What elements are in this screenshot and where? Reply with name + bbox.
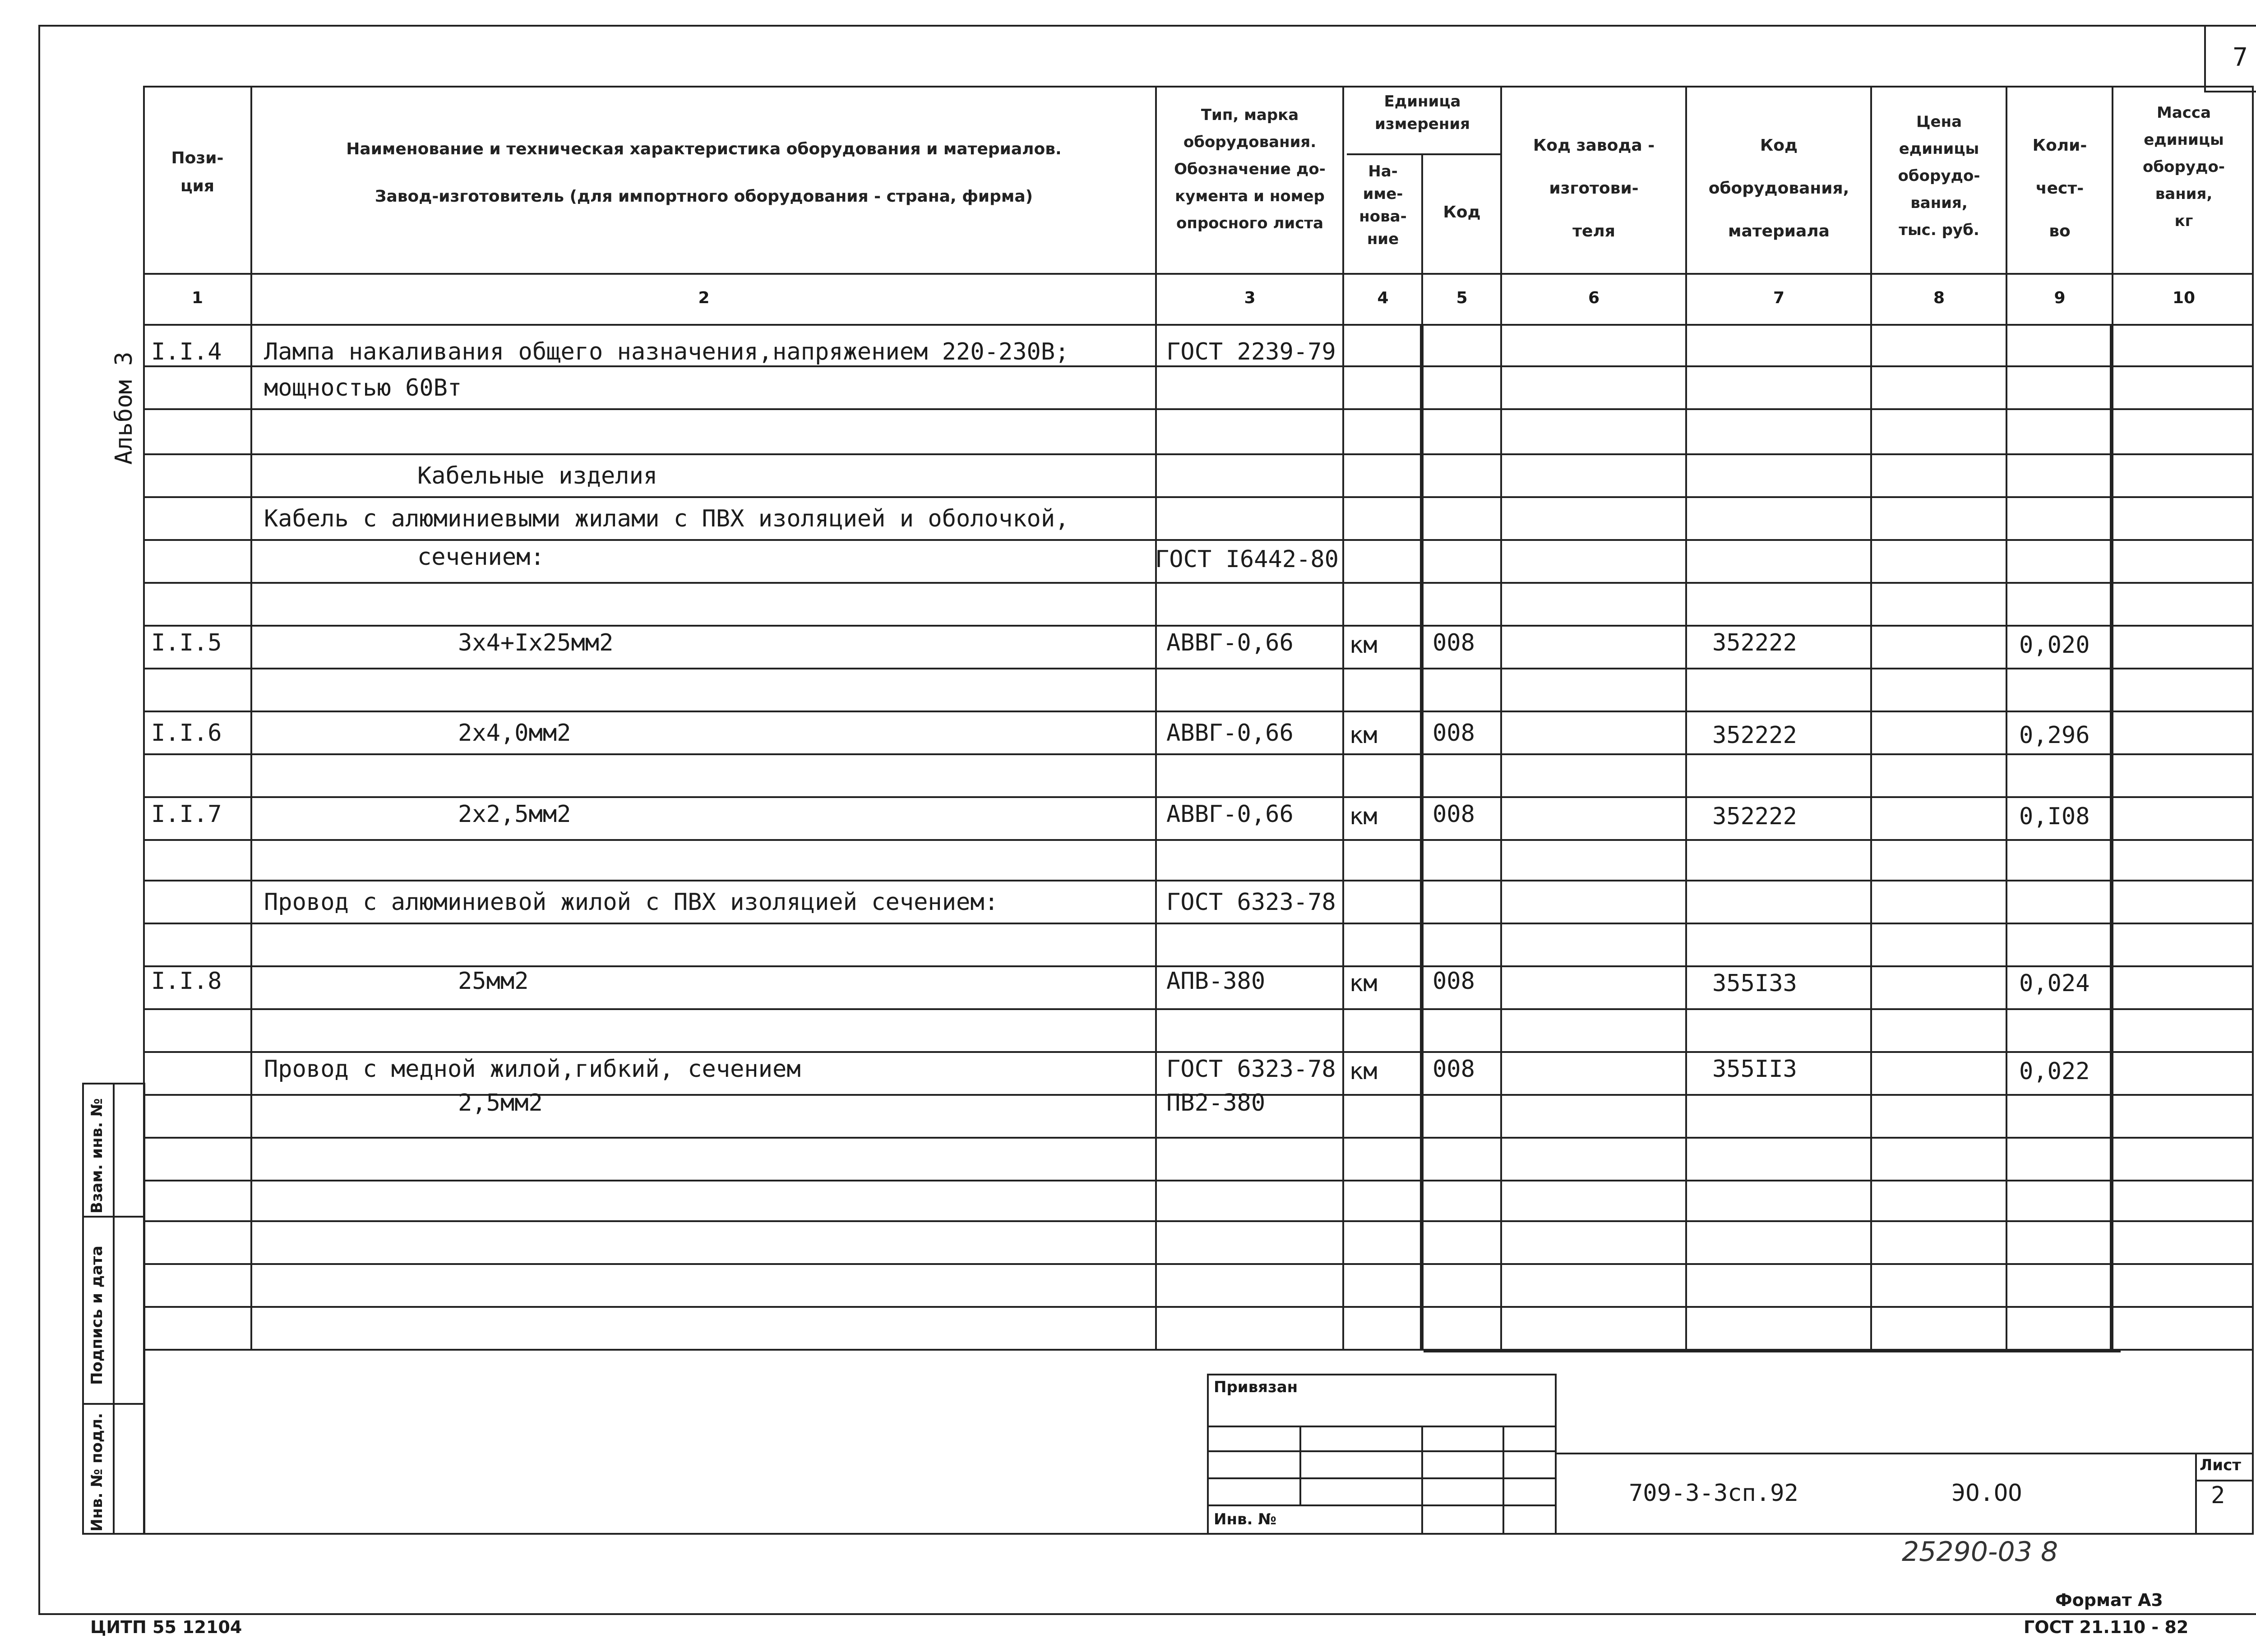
inventory-number-label: Инв. №	[1214, 1510, 1277, 1528]
sheet-number: 2	[2211, 1482, 2225, 1509]
cell-quantity: 0,022	[2019, 1058, 2090, 1085]
sheet-label: Лист	[2200, 1456, 2241, 1474]
column-number-10: 10	[2172, 289, 2196, 307]
cell-quantity: 0,I08	[2019, 803, 2090, 830]
cell-position: I.I.5	[151, 629, 222, 656]
column-number-1: 1	[191, 289, 203, 307]
header-name-line1: Наименование и техническая характеристика оборудования и материалов.	[346, 140, 1062, 158]
cell-unit: км	[1349, 632, 1378, 659]
column-number-7: 7	[1773, 289, 1785, 307]
cell-unit-code: 008	[1433, 720, 1475, 747]
header-unit-group: Единица измерения	[1375, 92, 1470, 133]
album-label: Альбом 3	[111, 351, 138, 465]
header-equipment-code: Код оборудования, материала	[1708, 136, 1849, 240]
cell-type: ГОСТ 6323-78	[1166, 889, 1336, 916]
cell-name: 25мм2	[458, 968, 529, 995]
cell-type: АВВГ-0,66	[1166, 801, 1294, 828]
header-quantity: Коли- чест- во	[2032, 136, 2087, 240]
column-number-3: 3	[1244, 289, 1256, 307]
stamp-signature-date: Подпись и дата	[88, 1246, 106, 1385]
header-unit-name: На- име- нова- ние	[1359, 162, 1407, 248]
page-number: 7	[2233, 43, 2248, 72]
header-name-line2: Завод-изготовитель (для импортного оборудования - страна, фирма)	[374, 187, 1033, 206]
cell-position: I.I.6	[151, 720, 222, 747]
cell-type: АВВГ-0,66	[1166, 629, 1294, 656]
cell-unit: км	[1349, 722, 1378, 749]
cell-equipment-code: 352222	[1712, 803, 1797, 830]
cell-type: АПВ-380	[1166, 968, 1266, 995]
document-code: 709-3-3сп.92	[1629, 1480, 1798, 1507]
bound-to-label: Привязан	[1214, 1378, 1298, 1396]
section-code: ЭО.ОО	[1951, 1480, 2022, 1507]
footer-format: Формат А3	[2055, 1590, 2163, 1610]
column-number-8: 8	[1933, 289, 1945, 307]
cell-position: I.I.7	[151, 801, 222, 828]
cell-name: Лампа накаливания общего назначения,напряжением 220-230В;	[264, 338, 1069, 365]
cell-quantity: 0,296	[2019, 722, 2090, 749]
cell-type: ПВ2-380	[1166, 1089, 1266, 1117]
column-number-6: 6	[1588, 289, 1600, 307]
footer-left-code: ЦИТП 55 12104	[90, 1617, 242, 1637]
cell-quantity: 0,024	[2019, 970, 2090, 997]
header-type: Тип, марка оборудования. Обозначение до- кумента и номер опросного листа	[1174, 106, 1326, 232]
cell-unit-code: 008	[1433, 801, 1475, 828]
cell-unit-code: 008	[1433, 629, 1475, 656]
cell-unit-code: 008	[1433, 1056, 1475, 1083]
column-number-4: 4	[1377, 289, 1389, 307]
stamp-original-inv: Инв. № подл.	[88, 1412, 106, 1532]
header-unit-code: Код	[1443, 203, 1481, 221]
cell-name: 2х4,0мм2	[458, 720, 571, 747]
header-mass: Масса единицы оборудо- вания, кг	[2143, 104, 2225, 230]
cell-name: мощностью 60Вт	[264, 374, 462, 401]
cell-type: ГОСТ 6323-78	[1166, 1056, 1336, 1083]
cell-name: Провод с алюминиевой жилой с ПВХ изоляцией сечением:	[264, 889, 999, 916]
header-price: Цена единицы оборудо- вания, тыс. руб.	[1898, 113, 1980, 239]
cell-unit: км	[1349, 970, 1378, 997]
cell-equipment-code: 355I33	[1712, 970, 1797, 997]
cell-name: Кабель с алюминиевыми жилами с ПВХ изоляцией и оболочкой,	[264, 505, 1069, 532]
cell-quantity: 0,020	[2019, 632, 2090, 659]
cell-name: 2,5мм2	[458, 1089, 543, 1117]
cell-type: АВВГ-0,66	[1166, 720, 1294, 747]
cell-position: I.I.4	[151, 338, 222, 365]
cell-position: I.I.8	[151, 968, 222, 995]
column-number-9: 9	[2054, 289, 2066, 307]
cell-equipment-code: 355II3	[1712, 1056, 1797, 1083]
cell-name: Кабельные изделия	[417, 462, 658, 489]
stamp-replacement-inv: Взам. инв. №	[88, 1098, 106, 1214]
column-number-2: 2	[698, 289, 710, 307]
footer-standard: ГОСТ 21.110 - 82	[2024, 1617, 2189, 1637]
cell-name: 3х4+Iх25мм2	[458, 629, 614, 656]
cell-equipment-code: 352222	[1712, 629, 1797, 656]
cell-equipment-code: 352222	[1712, 722, 1797, 749]
handwritten-number: 25290-03 8	[1902, 1536, 2058, 1568]
cell-type: ГОСТ 2239-79	[1166, 338, 1336, 365]
cell-name: Провод с медной жилой,гибкий, сечением	[264, 1056, 801, 1083]
cell-type: ГОСТ I6442-80	[1155, 546, 1339, 573]
cell-name: сечением:	[417, 544, 545, 571]
cell-name: 2х2,5мм2	[458, 801, 571, 828]
cell-unit-code: 008	[1433, 968, 1475, 995]
header-position: Пози- ция	[171, 149, 224, 195]
cell-unit: км	[1349, 1058, 1378, 1085]
cell-unit: км	[1349, 803, 1378, 830]
header-maker-code: Код завода - изготови- теля	[1533, 136, 1655, 240]
column-number-5: 5	[1456, 289, 1468, 307]
